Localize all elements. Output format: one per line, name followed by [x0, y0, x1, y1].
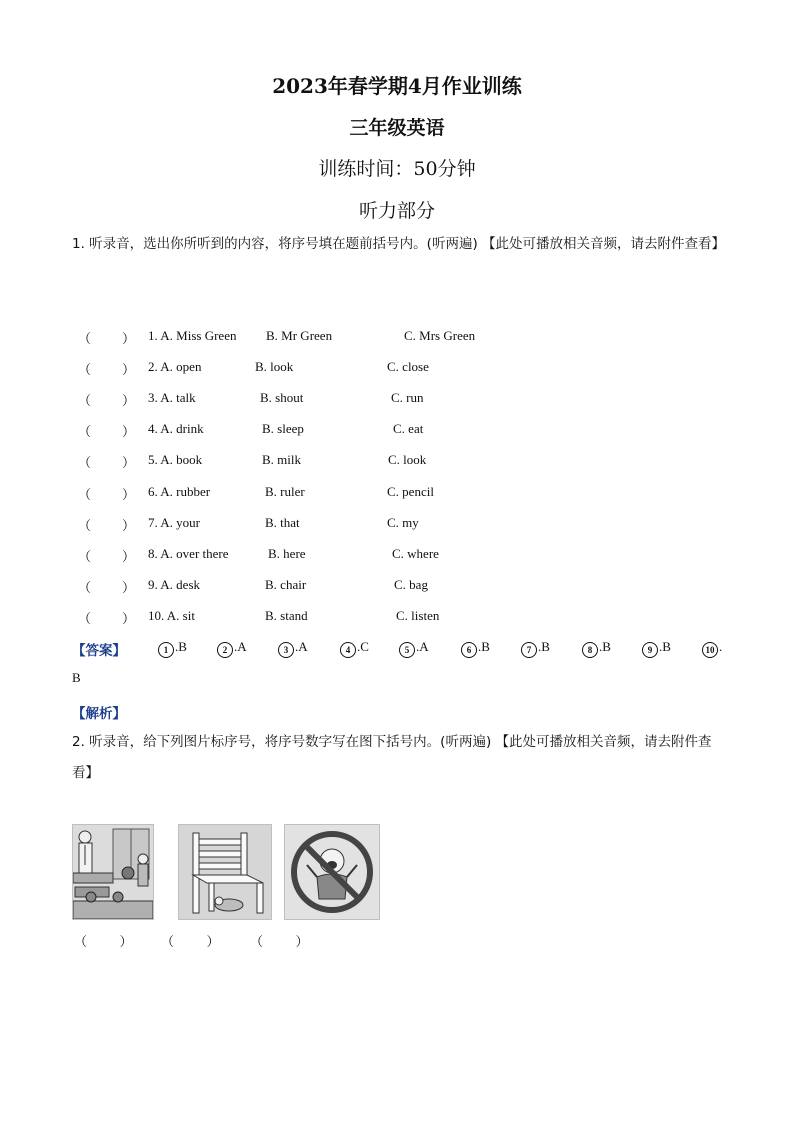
question-2-instruction: 2. 听录音，给下列图片标序号，将序号数字写在图下括号内。(听两遍) 【此处可播放相关音频，请去附件查看】	[72, 734, 712, 781]
question-1-instruction: 1. 听录音，选出你所听到的内容，将序号填在题前括号内。(听两遍) 【此处可播放相关音频，请去附件查看】	[72, 236, 725, 252]
circled-number: 5	[399, 642, 415, 658]
option-a: 7. A. your	[148, 515, 200, 530]
option-c: C. close	[387, 359, 429, 374]
option-a: 2. A. open	[148, 359, 202, 374]
answer-paren-close: ）	[122, 393, 136, 408]
answer-value: .A	[234, 639, 247, 654]
answer-paren-open: （	[78, 331, 92, 346]
option-b: B. shout	[260, 390, 304, 405]
circled-number: 2	[217, 642, 233, 658]
option-a: 4. A. drink	[148, 421, 204, 436]
option-c: C. where	[392, 546, 439, 561]
circled-number: 3	[278, 642, 294, 658]
option-c: C. my	[387, 515, 419, 530]
option-b: B. sleep	[262, 421, 304, 436]
option-b: B. that	[265, 515, 300, 530]
answer-item	[158, 639, 187, 658]
answer-value: .	[719, 639, 723, 654]
answer-paren-open: （	[78, 393, 92, 408]
answer-paren-close: ）	[122, 455, 136, 470]
option-b: B. Mr Green	[266, 328, 333, 343]
option-b: B. chair	[265, 577, 307, 592]
option-a: 8. A. over there	[148, 546, 229, 561]
answer-paren-open: （	[78, 580, 92, 595]
answer-paren-close: ）	[122, 362, 136, 377]
option-a: 10. A. sit	[148, 608, 195, 623]
answer-item	[278, 639, 308, 658]
option-c: C. eat	[393, 421, 424, 436]
answer-value: .B	[538, 639, 550, 654]
circled-number: 7	[521, 642, 537, 658]
answer-paren-close: ）	[122, 580, 136, 595]
option-c: C. look	[388, 452, 427, 467]
picture-3-answer-bracket: （ ）	[250, 934, 309, 949]
option-b: B. milk	[262, 452, 302, 467]
answer-item	[217, 639, 247, 658]
answer-paren-close: ）	[122, 331, 136, 346]
option-c: C. listen	[396, 608, 440, 623]
no-shouting-sign-picture	[284, 824, 380, 920]
option-c: C. bag	[394, 577, 428, 592]
answer-item	[340, 639, 369, 658]
picture-2-answer-bracket: （ ）	[161, 934, 220, 949]
answer-item	[399, 639, 429, 658]
answer-item	[582, 639, 611, 658]
answer-paren-open: （	[78, 611, 92, 626]
answer-value: .B	[175, 639, 187, 654]
answer-label: 【答案】	[72, 643, 126, 659]
option-a: 6. A. rubber	[148, 484, 211, 499]
answer-paren-open: （	[78, 455, 92, 470]
answer-item	[461, 639, 490, 658]
chair-picture	[178, 824, 272, 920]
answer-value: .A	[416, 639, 429, 654]
picture-1-answer-bracket: （ ）	[74, 934, 133, 949]
circled-number: 1	[158, 642, 174, 658]
answer-value: .B	[478, 639, 490, 654]
option-b: B. ruler	[265, 484, 305, 499]
option-b: B. here	[268, 546, 306, 561]
answer-paren-open: （	[78, 487, 92, 502]
answer-paren-close: ）	[122, 424, 136, 439]
option-a: 3. A. talk	[148, 390, 196, 405]
circled-number: 10	[702, 642, 718, 658]
option-b: B. look	[255, 359, 294, 374]
answer-paren-open: （	[78, 424, 92, 439]
answer-paren-close: ）	[122, 518, 136, 533]
analysis-label: 【解析】	[72, 706, 126, 722]
answer-value: .A	[295, 639, 308, 654]
answer-item	[642, 639, 671, 658]
answer-paren-open: （	[78, 549, 92, 564]
answer-paren-open: （	[78, 362, 92, 377]
option-c: C. run	[391, 390, 424, 405]
answer-paren-open: （	[78, 518, 92, 533]
answer-value: .B	[599, 639, 611, 654]
option-b: B. stand	[265, 608, 308, 623]
classroom-picture	[72, 824, 154, 920]
answer-paren-close: ）	[122, 611, 136, 626]
answer-item	[521, 639, 550, 658]
circled-number: 4	[340, 642, 356, 658]
option-a: 9. A. desk	[148, 577, 200, 592]
option-a: 5. A. book	[148, 452, 203, 467]
answer-item	[702, 639, 722, 658]
circled-number: 9	[642, 642, 658, 658]
section-title: 听力部分	[358, 200, 435, 222]
circled-number: 6	[461, 642, 477, 658]
answer-value: .C	[357, 639, 369, 654]
option-c: C. pencil	[387, 484, 434, 499]
option-a: 1. A. Miss Green	[148, 328, 237, 343]
answer-paren-close: ）	[122, 487, 136, 502]
page-title: 2023年春学期4月作业训练	[272, 74, 522, 98]
circled-number: 8	[582, 642, 598, 658]
subject-title: 三年级英语	[349, 117, 445, 139]
answer-wrap-text: B	[72, 670, 81, 685]
answer-paren-close: ）	[122, 549, 136, 564]
answer-value: .B	[659, 639, 671, 654]
time-limit: 训练时间：50分钟	[318, 158, 476, 180]
option-c: C. Mrs Green	[404, 328, 476, 343]
